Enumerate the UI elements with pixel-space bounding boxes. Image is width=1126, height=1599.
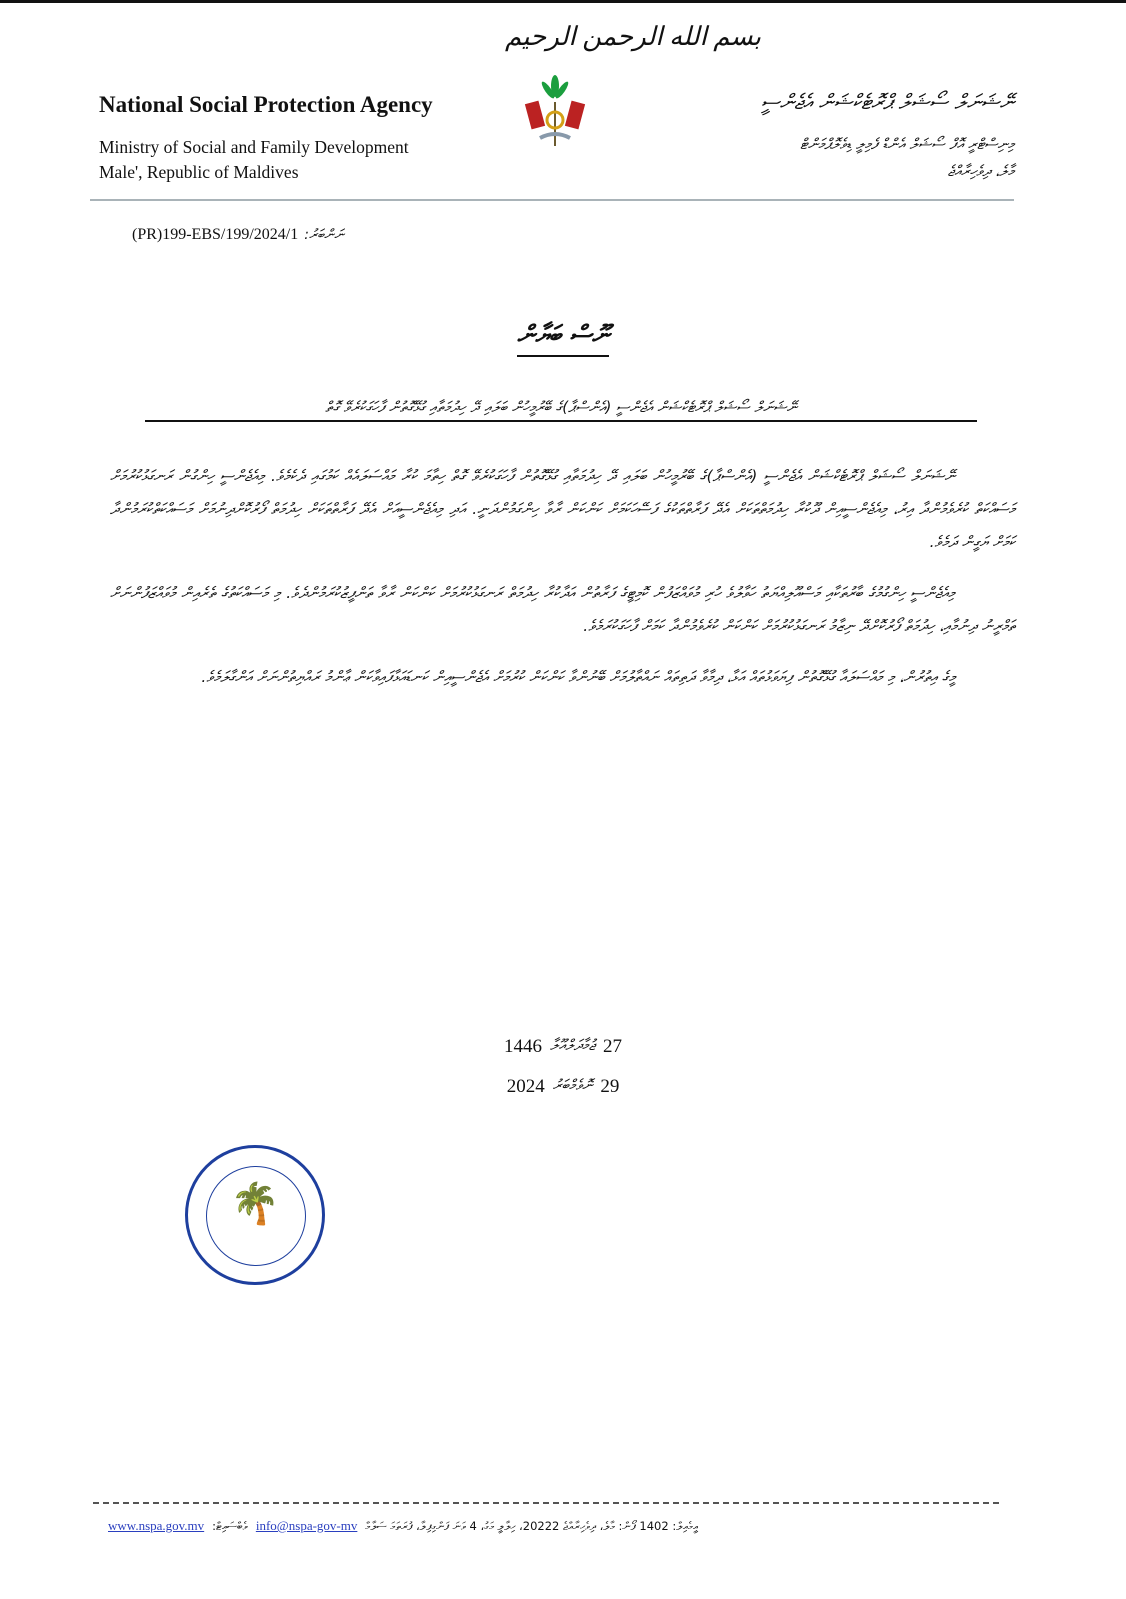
address-dv: މާލެ، ދިވެހިރާއްޖެ xyxy=(947,162,1014,180)
reference-value: (PR)199-EBS/199/2024/1 xyxy=(132,226,299,243)
ministry-name-en: Ministry of Social and Family Development xyxy=(99,137,409,157)
gregorian-date xyxy=(0,1076,1126,1098)
paragraph: މިއެޖެންސީ ހިންގުމުގެ ބާރުތަކާއި މަސްއޫލިއްޔަތު ހަވާލުވެ ހުރި މުވައްޒަފުން ކޮމިޓީގެ ފަރާތުން އަދާކުރާ ހިދުމަތް ރަނގަޅުކުރުމަށް ކަންކަން ރާވާ ތަންފީޒުކުރަމުންދެވެ. މި މަސައްކަތުގެ ތެރެއިން މުވައްޒަފުންނަށް ތަމްރީނު ދިނުމާއި، ހިދުމަތް ފޯރުކޮށްދޭ ނިޒާމު ރަނގަޅުކުރުމަށް ކަންކަން ކުރެވެމުންދާ ކަމަށް ފާހަގަކުރަމެވެ. xyxy=(110,584,1015,635)
hijri-date xyxy=(0,1036,1126,1058)
paragraph: މީގެ އިތުރުން، މި މައްސަލައާ ގުޅޭގޮތުން ފިޔަވަޅުތައް އަޅާ، ދިމާވާ ދަތިތައް ނައްތާލުމަށް ބޭނުންވާ ކަންކަން ކުރުމަށް އެޖެންސީއިން ކަނޑައަޅާފައިވާކަން ޢާންމު ރައްޔިތުންނަށް އަންގާލަމެވެ. xyxy=(201,668,955,686)
hijri-day: 27 xyxy=(603,1036,622,1057)
greg-month: ނޮވެމްބަރު xyxy=(552,1076,593,1094)
top-border xyxy=(0,0,1126,3)
subject-line: ނޭޝަނަލް ސޯޝަލް ޕްރޮޓެކްޝަން އެޖެންސީ (އެންސްޕާ)ގެ ބޭރުމީހުން ބަލައި ދޭ ހިދުމަތާއި ގުޅޭގޮތުން ފާހަގަކުރެވޭ ގޮތް xyxy=(145,398,977,422)
reference-label: ނަންބަރު: xyxy=(304,227,344,243)
seal-emblem-icon: 🌴 xyxy=(230,1181,280,1226)
title-text: ނޫސް ބަޔާން xyxy=(517,320,609,357)
website-label: ވެބްސައިޓް: xyxy=(212,1519,248,1533)
reference-number xyxy=(132,226,344,244)
agency-name-dv: ނޭޝަނަލް ސޯޝަލް ޕްރޮޓެކްޝަން އެޖެންސީ xyxy=(761,90,1014,114)
bismillah-calligraphy: بسم الله الرحمن الرحيم xyxy=(505,22,762,51)
agency-name-en: National Social Protection Agency xyxy=(99,92,433,117)
hijri-month: ޖުމާދަލްއޫލާ xyxy=(550,1036,595,1054)
ministry-name-dv: މިނިސްޓްރީ އޮފް ސޯޝަލް އެންޑް ފެމިލީ ޑިވެލޮޕްމަންޓް xyxy=(800,135,1014,153)
greg-day: 29 xyxy=(600,1076,620,1097)
footer-divider xyxy=(93,1502,999,1504)
website-link[interactable]: www.nspa.gov.mv xyxy=(108,1518,205,1533)
official-seal xyxy=(185,1145,325,1285)
footer xyxy=(108,1518,990,1534)
document-title xyxy=(0,320,1126,350)
greg-year: 2024 xyxy=(506,1076,545,1097)
header-divider xyxy=(90,199,1014,201)
footer-address: އީމެއިލް: 1402 ފޯން: މާލެ، ދިވެހިރާއްޖެ 20222، ހިލާލީ މަގު، 4 ވަނަ ފަންގިފިލާ، ފުރަތަމަ ސަލާމް xyxy=(365,1519,699,1533)
maldives-emblem-icon xyxy=(520,72,590,152)
address-en: Male', Republic of Maldives xyxy=(99,162,299,182)
email-link[interactable]: info@nspa-gov-mv xyxy=(255,1518,358,1533)
paragraph: ނޭޝަނަލް ސޯޝަލް ޕްރޮޓެކްޝަން އެޖެންސީ (އެންސްޕާ)ގެ ބޭރުމީހުން ބަލައި ދޭ ހިދުމަތާއި ގުޅޭގޮތުން ފާހަގަކުރެވޭ ގޮތް ހިތާމަ ކުރާ މައްސަލައެއް ކަމުގައި ދެކެމެވެ. މިއެޖެންސީ ހިންގުން ރަނގަޅުކުރުމަށް މަސައްކަތް ކުރެވެމުންދާ އިރު، މިއެޖެންސީއިން ދޫކުރާ ހިދުމަތްތަކަށް އެދޭ ފަރާތްތަކުގެ ފަސޭހަކަމަށް ކަންކަން ރާވާ ހިންގަމުންދަނީ. އަދި މިއެޖެންސީއަށް އެދޭ ފަރާތްތަކަށް ހިދުމަތް ފޯރުކޮށްދިނުމަށް މަސައްކަތްކުރަމުންދާ ކަމަށް ޔަގީން ދަމެވެ. xyxy=(110,467,1015,551)
body-text xyxy=(110,460,1015,712)
hijri-year: 1446 xyxy=(504,1036,542,1057)
